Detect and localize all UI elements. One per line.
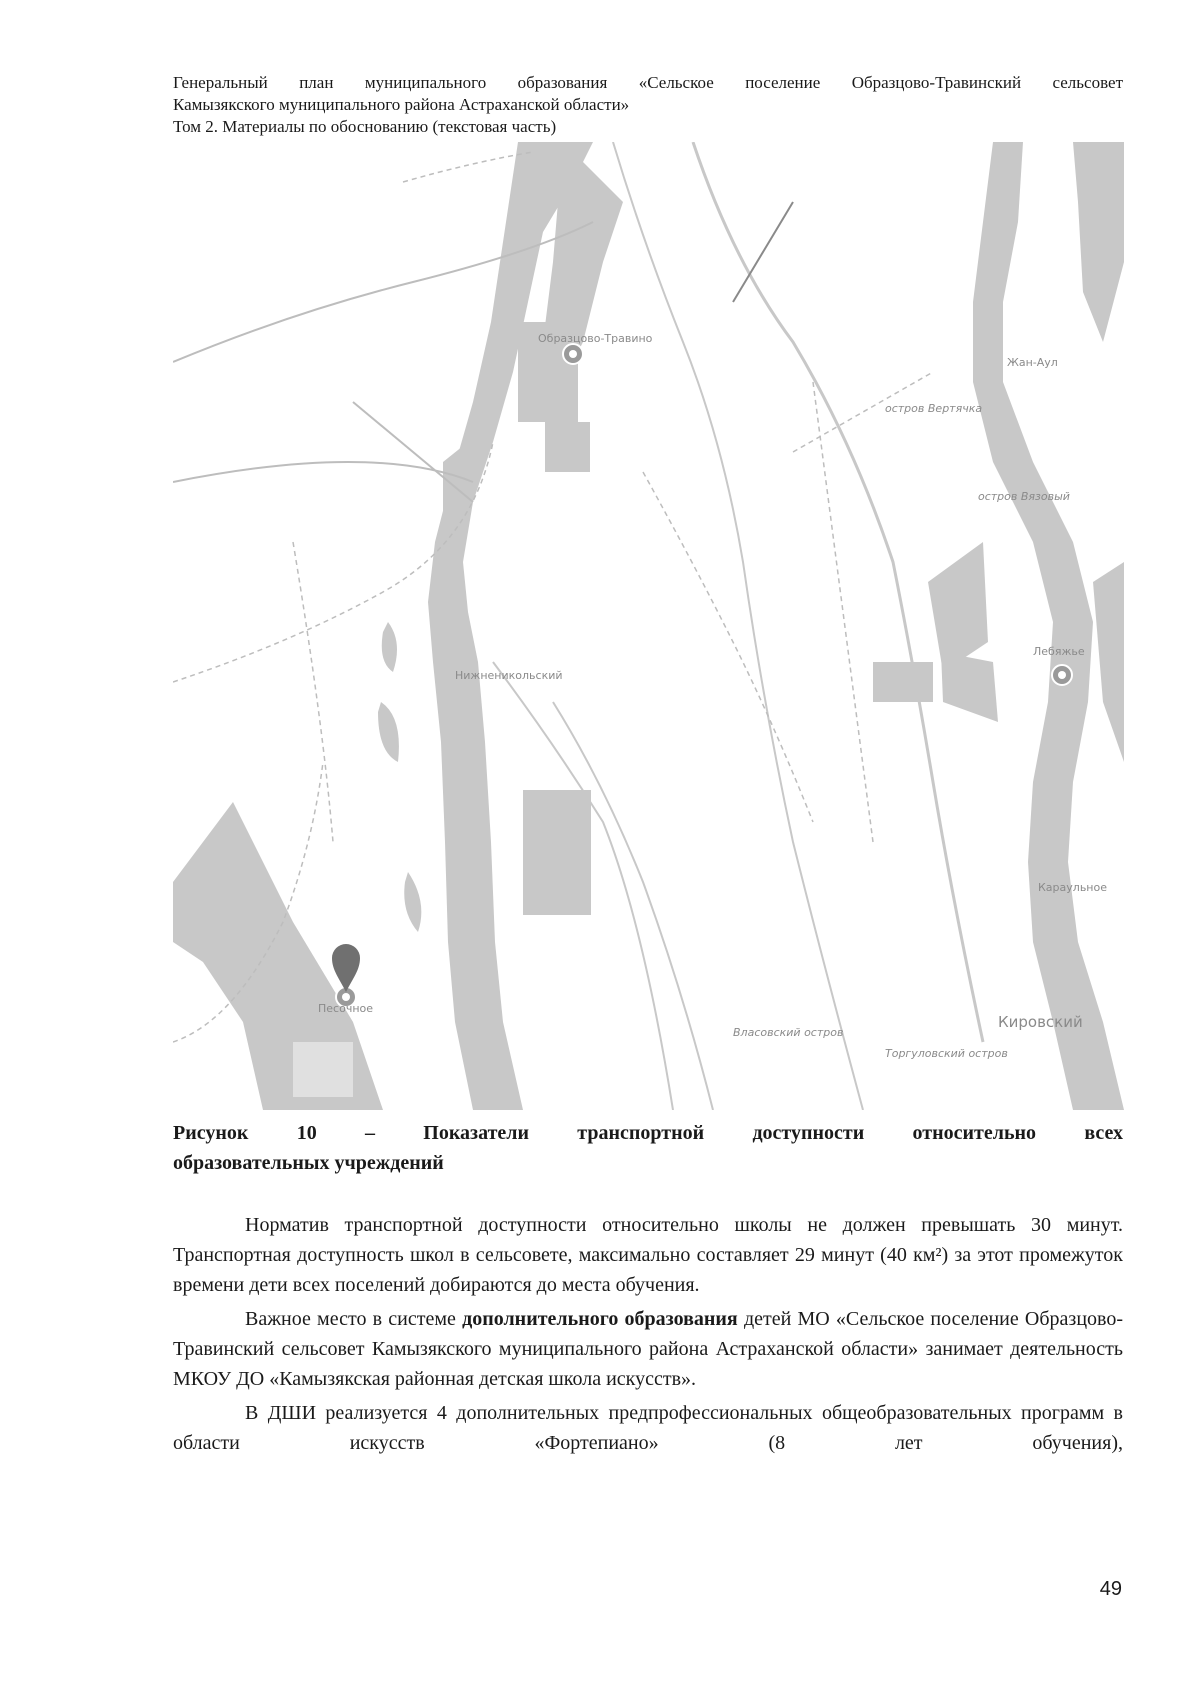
caption-line-1: Рисунок 10 – Показатели транспортной доступности относительно всех — [173, 1122, 1123, 1144]
label-karaulnoe: Караульное — [1038, 881, 1107, 894]
map-svg — [173, 142, 1124, 1110]
label-kirovsky: Кировский — [998, 1013, 1083, 1031]
label-vertyachka: остров Вертячка — [885, 402, 983, 415]
school-marker-lebyazhye — [1052, 665, 1072, 685]
header-line-3: Том 2. Материалы по обоснованию (текстовая часть) — [173, 117, 557, 136]
paragraph-1: Норматив транспортной доступности относительно школы не должен превышать 30 минут. Транспортная доступность школ в сельсовете, максимально составляет 29 минут (40 км²) за этот промежуток времени дети всех поселений добираются до места обучения. — [173, 1214, 1123, 1296]
label-torguyovsky: Торгуловский остров — [885, 1047, 1008, 1060]
paragraph-2-bold: дополнительного образования — [462, 1308, 738, 1330]
label-vlasovsky: Власовский остров — [733, 1026, 844, 1039]
paragraph-3: В ДШИ реализуется 4 дополнительных предпрофессиональных общеобразовательных программ в области искусств «Фортепиано» (8 лет обучения), — [173, 1402, 1123, 1454]
label-vyazovy: остров Вязовый — [978, 490, 1070, 503]
header-line-1: Генеральный план муниципального образования «Сельское поселение Образцово-Травинский сельсовет — [173, 73, 1123, 92]
label-zhan-aul: Жан-Аул — [1007, 356, 1058, 369]
document-header — [173, 72, 1123, 138]
label-pesochnoe: Песочное — [318, 1002, 374, 1015]
body-text — [173, 1210, 1123, 1462]
paragraph-2 — [173, 1304, 1123, 1394]
paragraph-2-start: Важное место в системе — [245, 1308, 463, 1330]
transport-accessibility-map — [173, 142, 1124, 1110]
label-nizhnenikolsky: Нижненикольский — [455, 669, 563, 682]
label-lebyazhye: Лебяжье — [1033, 645, 1085, 658]
header-line-2: Камызякского муниципального района Астраханской области» — [173, 95, 630, 114]
label-obraztsovo: Образцово-Травино — [538, 332, 653, 345]
figure-caption — [173, 1118, 1123, 1178]
page-number: 49 — [1099, 1578, 1122, 1600]
school-marker-obraztsovo — [563, 344, 583, 364]
paragraph-2-end: детей МО «Сельское поселение Образцово-Травинский сельсовет Камызякского муниципального района Астраханской области» занимает деятельность МКОУ ДО «Камызякская районная детская школа искусств». — [173, 1308, 1123, 1390]
caption-line-2: образовательных учреждений — [173, 1152, 444, 1174]
